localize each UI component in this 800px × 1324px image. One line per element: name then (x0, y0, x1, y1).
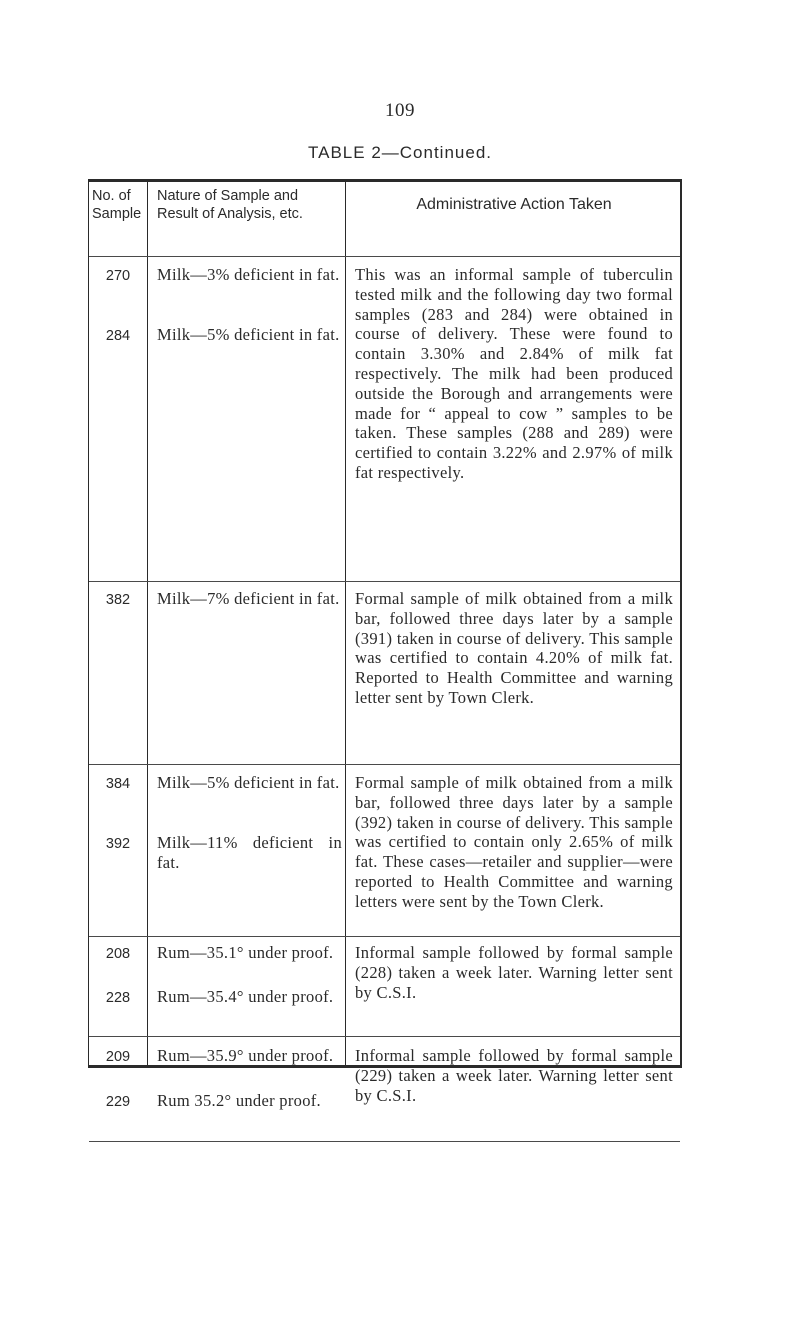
action-taken: Formal sample of milk obtained from a milk bar, followed three days later by a sample (391) taken in course of delivery. This sample was certified to contain 4.20% of milk fat. Reported to Health Committee and warning letter sent by Town Clerk. (355, 589, 673, 707)
sample-nature: Milk—5% deficient in fat. (157, 773, 340, 792)
action-taken: Informal sample followed by formal sample (229) taken a week later. Warning letter sent by C.S.I. (355, 1046, 673, 1105)
column-divider (147, 182, 148, 1066)
sample-nature: Rum—35.4° under proof. (157, 987, 334, 1006)
header-nature: Nature of Sample and Result of Analysis, etc. (157, 188, 303, 222)
action-taken: Formal sample of milk obtained from a milk bar, followed three days later by a sample (392) taken in course of delivery. This sample was certified to contain only 2.65% of milk fat. These cases—retailer and supplier—were reported to Health Committee and warning letters were sent by the Town Clerk. (355, 773, 673, 911)
sample-nature: Rum 35.2° under proof. (157, 1091, 321, 1110)
sample-number: 228 (105, 990, 131, 1006)
row-divider (89, 764, 680, 765)
sample-nature: Rum—35.1° under proof. (157, 943, 334, 962)
sample-number: 270 (105, 268, 131, 284)
header-action: Administrative Action Taken (416, 196, 612, 213)
action-taken: This was an informal sample of tuberculin tested milk and the following day two formal samples (283 and 284) were obtained in course of delivery. These were found to contain 3.30% and 2.84% of milk fat respectively. The milk had been produced outside the Borough and arrangements were made for “ appeal to cow ” samples to be taken. These samples (288 and 289) were certified to contain 3.22% and 2.97% of milk fat respectively. (355, 265, 673, 482)
row-divider (89, 936, 680, 937)
header-sample-no: No. of Sample (92, 188, 142, 222)
sample-number: 209 (105, 1049, 131, 1065)
sample-nature: Milk—3% deficient in fat. (157, 265, 340, 284)
row-divider (89, 581, 680, 582)
sample-nature: Rum—35.9° under proof. (157, 1046, 334, 1065)
sample-number: 208 (105, 946, 131, 962)
sample-number: 382 (105, 592, 131, 608)
sample-nature: Milk—5% deficient in fat. (157, 325, 340, 344)
row-divider (89, 256, 680, 257)
sample-number: 284 (105, 328, 131, 344)
sample-nature: Milk—11% deficient in fat. (157, 833, 342, 872)
page-number: 109 (385, 100, 415, 121)
sample-number: 392 (105, 836, 131, 852)
column-divider (345, 182, 346, 1066)
row-divider (89, 1141, 680, 1142)
row-divider (89, 1036, 680, 1037)
sample-number: 384 (105, 776, 131, 792)
sample-nature: Milk—7% deficient in fat. (157, 589, 340, 608)
sample-number: 229 (105, 1094, 131, 1110)
table-title: TABLE 2—Continued. (308, 143, 492, 162)
action-taken: Informal sample followed by formal sample (228) taken a week later. Warning letter sent by C.S.I. (355, 943, 673, 1002)
